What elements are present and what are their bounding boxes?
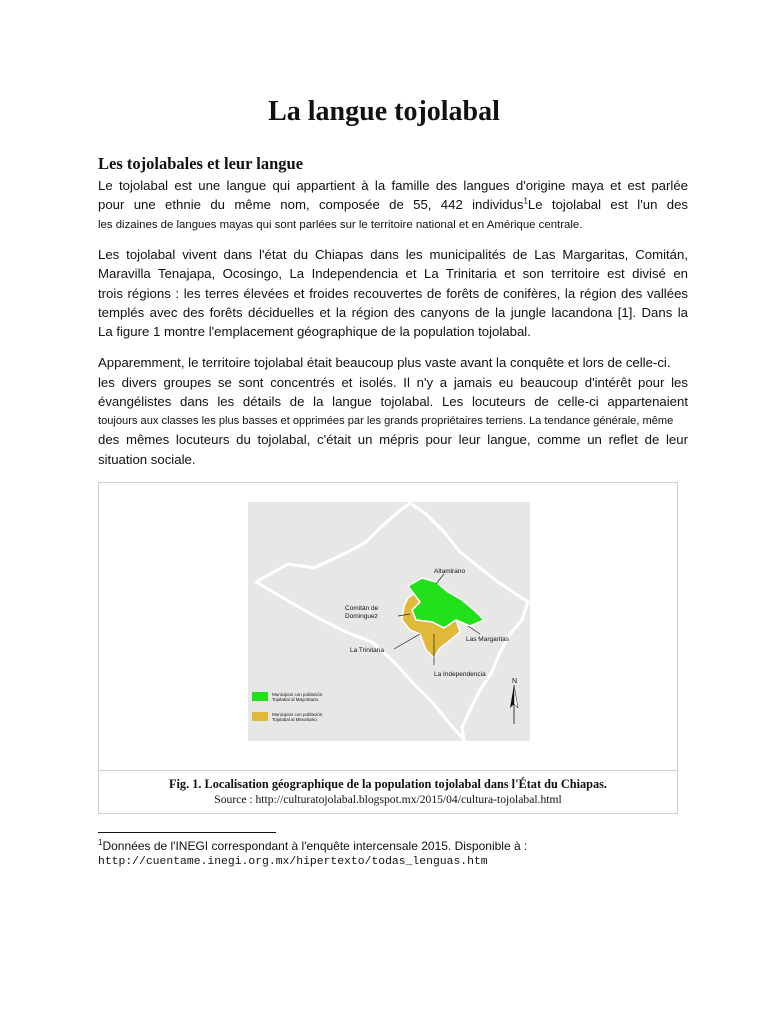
- paragraph-2-line-1: Les tojolabal vivent dans l'état du Chiapas dans les municipalités de Las Margaritas, Comitán,: [98, 247, 688, 262]
- paragraph-2-line-4: templés avec des forêts déciduelles et la région des canyons de la jungle lacandona [1]. Dans la: [98, 305, 688, 320]
- chiapas-map: [248, 502, 530, 741]
- paragraph-3-line-4: toujours aux classes les plus basses et opprimées par les grands propriétaires terriens. La tendance générale, même: [98, 415, 674, 427]
- chiapas-outline: [256, 503, 528, 740]
- paragraph-1-line-2-text: pour une ethnie du même nom, composée de 55, 442 individus: [98, 197, 524, 212]
- label-la-trinitaria: La Trinitaria: [350, 647, 384, 654]
- footnote-text: [98, 839, 527, 853]
- label-la-independencia: La Independencia: [434, 671, 486, 678]
- paragraph-3-line-1: Apparemment, le territoire tojolabal était beaucoup plus vaste avant la conquête et lors de celle-ci.: [98, 355, 671, 370]
- north-arrow-icon: [510, 685, 518, 724]
- label-las-margaritas: Las Margaritas: [466, 636, 509, 643]
- label-comitan-1: Comitán de: [345, 605, 379, 612]
- label-altamirano: Altamirano: [434, 568, 466, 575]
- figure-source: Source : http://culturatojolabal.blogspot.mx/2015/04/cultura-tojolabal.html: [214, 793, 562, 806]
- paragraph-1-line-1: Le tojolabal est une langue qui appartient à la famille des langues d'origine maya et est parlée: [98, 178, 688, 193]
- paragraph-3-line-6: situation sociale.: [98, 452, 196, 467]
- page-title: La langue tojolabal: [268, 96, 500, 127]
- footnote-url[interactable]: http://cuentame.inegi.org.mx/hipertexto/todas_lenguas.htm: [98, 856, 488, 868]
- paragraph-1-line-3: les dizaines de langues mayas qui sont parlées sur le territoire national et en Amérique centrale.: [98, 219, 583, 231]
- footnote-ref[interactable]: 1: [523, 196, 528, 206]
- paragraph-1-line-2-tail: Le tojolabal est l'un des: [527, 197, 688, 212]
- paragraph-3-line-3: évangélistes dans les détails de la langue tojolabal. Les locuteurs de celle-ci appartenaient: [98, 394, 688, 409]
- legend-minority-line-1: Municipios con población: [272, 712, 323, 717]
- legend-majority-line-1: Municipios con población: [272, 692, 323, 697]
- legend-minority-line-2: Tojolabal al Minoritario.: [272, 717, 319, 722]
- section-heading: Les tojolabales et leur langue: [98, 154, 304, 173]
- figure-caption: Fig. 1. Localisation géographique de la population tojolabal dans l'État du Chiapas.: [169, 777, 607, 791]
- paragraph-2-line-5: La figure 1 montre l'emplacement géographique de la population tojolabal.: [98, 324, 531, 339]
- paragraph-1-line-2: [98, 197, 688, 213]
- figure-box: [98, 482, 678, 814]
- footnote-marker: 1: [98, 838, 103, 847]
- paragraph-3-line-5: des mêmes locuteurs du tojolabal, c'était un mépris pour leur langue, comme un reflet de leur: [98, 432, 688, 447]
- paragraph-2-line-2: Maravilla Tenajapa, Ocosingo, La Independencia et La Trinitaria et son territoire est divisé en: [98, 266, 688, 281]
- footnote-body: Données de l'INEGI correspondant à l'enquête intercensale 2015. Disponible à :: [102, 839, 528, 853]
- north-label: N: [512, 678, 518, 685]
- legend-minority-swatch: [252, 712, 268, 721]
- paragraph-3-line-2: les divers groupes se sont concentrés et isolés. Il n'y a jamais eu beaucoup d'intérêt pour les: [98, 375, 688, 390]
- figure-divider: [99, 770, 677, 771]
- legend-majority-swatch: [252, 692, 268, 701]
- footnote-rule: [98, 832, 276, 833]
- label-comitan-2: Dominguez: [345, 613, 378, 620]
- legend-majority-line-2: Tojolabal al Mayoritario.: [272, 697, 320, 702]
- paragraph-2-line-3: trois régions : les terres élevées et froides recouvertes de forêts de conifères, la région des vallées: [98, 286, 688, 301]
